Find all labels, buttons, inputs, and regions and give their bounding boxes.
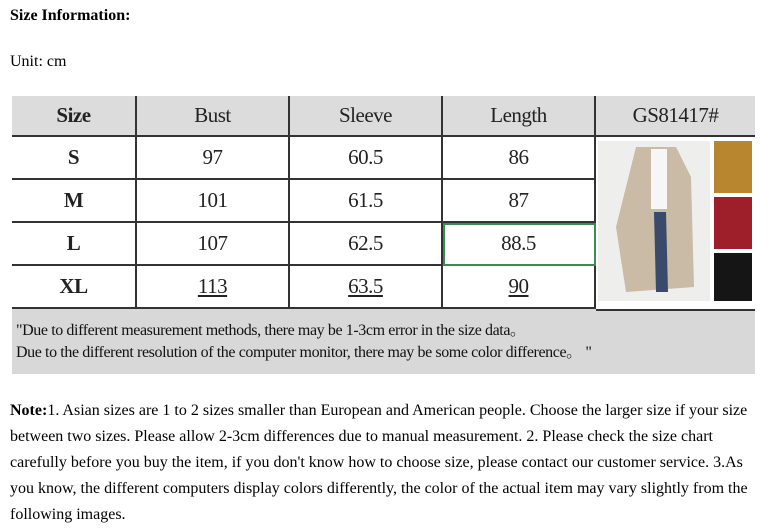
- value-cell: 61.5: [290, 180, 443, 223]
- size-cell: L: [12, 223, 137, 266]
- note-paragraph: [10, 398, 765, 528]
- size-chart: [12, 96, 755, 374]
- table-note-line: Due to the different resolution of the computer monitor, there may be some color difference。 ": [16, 344, 592, 361]
- value-cell: 101: [137, 180, 290, 223]
- coat-images: [596, 137, 755, 309]
- header-cell: GS81417#: [596, 96, 755, 137]
- value-cell: 63.5: [290, 266, 443, 309]
- size-info-heading: Size Information:: [10, 7, 131, 24]
- product-photo: [596, 137, 755, 311]
- size-cell: S: [12, 137, 137, 180]
- size-cell: XL: [12, 266, 137, 309]
- header-cell: Size: [12, 96, 137, 137]
- value-cell: 88.5: [443, 223, 596, 266]
- value-cell: 86: [443, 137, 596, 180]
- table-notes: [16, 320, 592, 364]
- note-label: Note:: [10, 402, 48, 419]
- value-cell: 97: [137, 137, 290, 180]
- value-cell: 107: [137, 223, 290, 266]
- unit-label: Unit: cm: [10, 53, 67, 70]
- value-cell: 87: [443, 180, 596, 223]
- value-cell: 60.5: [290, 137, 443, 180]
- value-cell: 90: [443, 266, 596, 309]
- value-cell: 113: [137, 266, 290, 309]
- header-cell: Sleeve: [290, 96, 443, 137]
- note-text: 1. Asian sizes are 1 to 2 sizes smaller than European and American people. Choose the larger size if your size between two sizes. Please allow 2-3cm differences due to manual measurement. 2. Please check the size chart carefully before you buy the item, if you don't know how to choose size, please contact our customer service. 3.As you know, the different computers display colors differently, the color of the actual item may vary slightly from the following images.: [10, 402, 748, 523]
- header-cell: Bust: [137, 96, 290, 137]
- table-note-line: "Due to different measurement methods, there may be 1-3cm error in the size data。: [16, 322, 526, 339]
- value-cell: 62.5: [290, 223, 443, 266]
- header-cell: Length: [443, 96, 596, 137]
- size-cell: M: [12, 180, 137, 223]
